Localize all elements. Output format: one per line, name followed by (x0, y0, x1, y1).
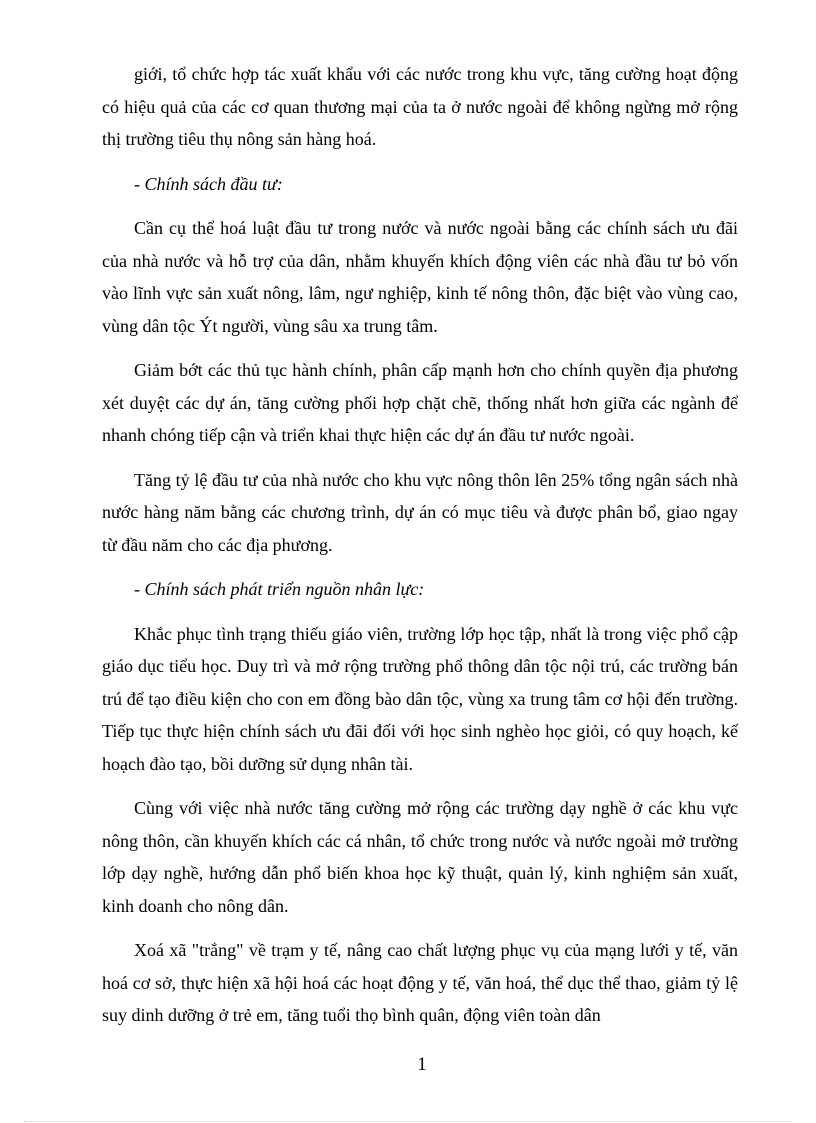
paragraph-investment-law: Cần cụ thể hoá luật đầu tư trong nước và nước ngoài bằng các chính sách ưu đãi của nhà nước và hỗ trợ của dân, nhằm khuyến khích động viên các nhà đầu tư bỏ vốn vào lĩnh vực sản xuất nông, lâm, ngư nghiệp, kinh tế nông thôn, đặc biệt vào vùng cao, vùng dân tộc Ýt người, vùng sâu xa trung tâm. (102, 218, 738, 336)
page-bottom-divider (24, 1121, 792, 1122)
paragraph-vocational-schools: Cùng với việc nhà nước tăng cường mở rộng các trường dạy nghề ở các khu vực nông thôn, cần khuyến khích các cá nhân, tổ chức trong nước và nước ngoài mở trường lớp dạy nghề, hướng dẫn phổ biến khoa học kỹ thuật, quản lý, kinh nghiệm sản xuất, kinh doanh cho nông dân. (102, 798, 738, 916)
paragraph-export-cooperation: giới, tổ chức hợp tác xuất khẩu với các nước trong khu vực, tăng cường hoạt động có hiệu quả của các cơ quan thương mại của ta ở nước ngoài để không ngừng mở rộng thị trường tiêu thụ nông sản hàng hoá. (102, 64, 738, 149)
paragraph-investment-rate: Tăng tỷ lệ đầu tư của nhà nước cho khu vực nông thôn lên 25% tổng ngân sách nhà nước hàng năm bằng các chương trình, dự án có mục tiêu và được phân bổ, giao ngay từ đầu năm cho các địa phương. (102, 469, 738, 555)
paragraph-administrative-procedures: Giảm bớt các thủ tục hành chính, phân cấp mạnh hơn cho chính quyền địa phương xét duyệt các dự án, tăng cường phối hợp chặt chẽ, thống nhất hơn giữa các ngành để nhanh chóng tiếp cận và triển khai thực hiện các dự án đầu tư nước ngoài. (102, 360, 738, 445)
heading-investment-policy: - Chính sách đầu tư: (134, 173, 283, 194)
heading-human-resources-policy: - Chính sách phát triển nguồn nhân lực: (134, 579, 425, 599)
paragraph-teacher-shortage: Khắc phục tình trạng thiếu giáo viên, trường lớp học tập, nhất là trong việc phổ cập giáo dục tiểu học. Duy trì và mở rộng trường phổ thông dân tộc nội trú, các trường bán trú để tạo điều kiện cho con em đồng bào dân tộc, vùng xa trung tâm cơ hội đến trường. Tiếp tục thực hiện chính sách ưu đãi đối với học sinh nghèo học giỏi, có quy hoạch, kế hoạch đào tạo, bồi dưỡng sử dụng nhân tài. (102, 623, 738, 774)
paragraph-health-stations: Xoá xã "trắng" về trạm y tế, nâng cao chất lượng phục vụ của mạng lưới y tế, văn hoá cơ sở, thực hiện xã hội hoá các hoạt động y tế, văn hoá, thể dục thể thao, giảm tỷ lệ suy dinh dưỡng ở trẻ em, tăng tuổi thọ bình quân, động viên toàn dân (102, 940, 738, 1025)
page-number: 1 (417, 1054, 427, 1075)
document-page (102, 58, 738, 1044)
